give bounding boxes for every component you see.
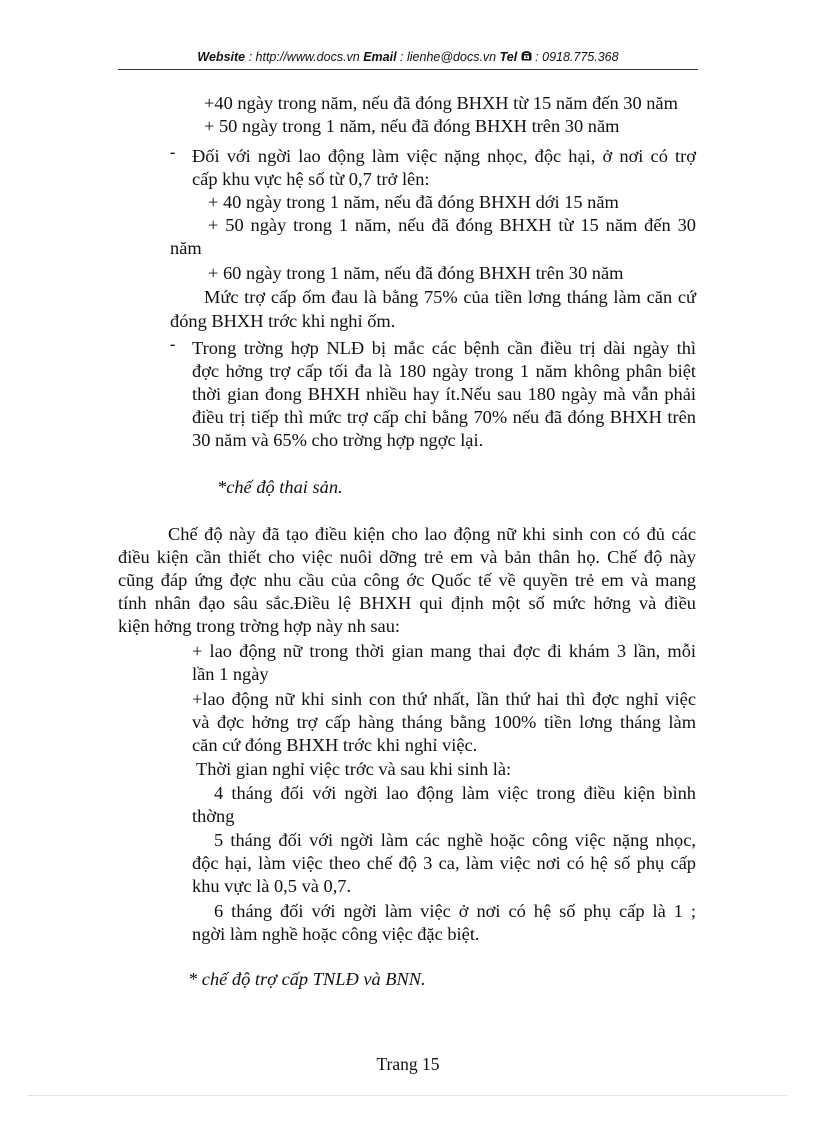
text-line: 5 tháng đối với ngời làm các nghề hoặc công việc nặng nhọc, xyxy=(214,830,696,850)
text-line: năm xyxy=(170,238,202,258)
section-heading-thai-san: *chế độ thai sản. xyxy=(217,477,343,497)
text-line: Đối với ngời lao động làm việc nặng nhọc, độc hại, ở nơi có trợ xyxy=(192,146,696,166)
section-heading-tnld-bnn: * chế độ trợ cấp TNLĐ và BNN. xyxy=(188,969,426,989)
text-line: 4 tháng đối với ngời lao động làm việc trong điều kiện bình xyxy=(214,783,696,803)
text-line: lần 1 ngày xyxy=(192,664,269,684)
text-line: cấp khu vực hệ số từ 0,7 trở lên: xyxy=(192,169,430,189)
text-line: Trong trờng hợp NLĐ bị mắc các bệnh cần điều trị dài ngày thì xyxy=(192,338,696,358)
email-label: Email xyxy=(363,50,397,64)
text-line: +40 ngày trong năm, nếu đã đóng BHXH từ 15 năm đến 30 năm xyxy=(204,93,678,113)
text-line: Thời gian nghỉ việc trớc và sau khi sinh là: xyxy=(196,759,512,779)
page-number: Trang 15 xyxy=(376,1054,440,1074)
text-line: + lao động nữ trong thời gian mang thai đợc đi khám 3 lần, mỗi xyxy=(192,641,696,661)
text-line: đóng BHXH trớc khi nghỉ ốm. xyxy=(170,311,396,331)
text-line: điều trị tiếp thì mức trợ cấp chỉ bằng 70% nếu đã đóng BHXH trên xyxy=(192,407,696,427)
text-line: thờng xyxy=(192,806,235,826)
text-line: điều kiện cần thiết cho việc nuôi dỡng trẻ em và bản thân họ. Chế độ này xyxy=(118,547,696,567)
text-line: tính nhân đạo sâu sắc.Điều lệ BHXH qui định một số mức hởng và điều xyxy=(118,593,696,613)
text-line: 30 năm và 65% cho trờng hợp ngợc lại. xyxy=(192,430,484,450)
text-line: + 40 ngày trong 1 năm, nếu đã đóng BHXH dới 15 năm xyxy=(208,192,619,212)
website-label: Website xyxy=(197,50,246,64)
text-line: + 50 ngày trong 1 năm, nếu đã đóng BHXH trên 30 năm xyxy=(204,116,620,136)
bullet-dash: - xyxy=(170,336,176,353)
text-line: 6 tháng đối với ngời làm việc ở nơi có hệ số phụ cấp là 1 ; xyxy=(214,901,696,921)
text-line: độc hại, làm việc theo chế độ 3 ca, làm việc nơi có hệ số phụ cấp xyxy=(192,853,696,873)
text-line: + 50 ngày trong 1 năm, nếu đã đóng BHXH từ 15 năm đến 30 xyxy=(208,215,696,235)
text-line: thời gian đong BHXH nhiều hay ít.Nếu sau 180 ngày mà vẫn phải xyxy=(192,384,696,404)
text-line: kiện hởng trong trờng hợp này nh sau: xyxy=(118,616,401,636)
text-line: + 60 ngày trong 1 năm, nếu đã đóng BHXH trên 30 năm xyxy=(208,263,624,283)
text-line: căn cứ đóng BHXH trớc khi nghỉ việc. xyxy=(192,735,478,755)
text-line: Chế độ này đã tạo điều kiện cho lao động nữ khi sinh con có đủ các xyxy=(168,524,696,544)
text-line: đợc hởng trợ cấp tối đa là 180 ngày trong 1 năm không phân biệt xyxy=(192,361,696,381)
footer-divider xyxy=(28,1095,788,1096)
text-line: +lao động nữ khi sinh con thứ nhất, lần thứ hai thì đợc nghỉ việc xyxy=(192,689,696,709)
text-line: ngời làm nghề hoặc công việc đặc biệt. xyxy=(192,924,480,944)
text-line: và đợc hởng trợ cấp hàng tháng bằng 100% tiền lơng tháng làm xyxy=(192,712,696,732)
text-line: khu vực là 0,5 và 0,7. xyxy=(192,876,352,896)
tel-number: : 0918.775.368 xyxy=(531,50,619,64)
text-line: Mức trợ cấp ốm đau là bằng 75% của tiền lơng tháng làm căn cứ xyxy=(204,287,696,307)
website-url[interactable]: : http://www.docs.vn xyxy=(245,50,364,64)
bullet-dash: - xyxy=(170,144,176,161)
text-line: cũng đáp ứng đợc nhu cầu của công ớc Quốc tế về quyền trẻ em và mang xyxy=(118,570,696,590)
tel-label: Tel xyxy=(499,50,518,64)
email-address[interactable]: : lienhe@docs.vn xyxy=(396,50,500,64)
